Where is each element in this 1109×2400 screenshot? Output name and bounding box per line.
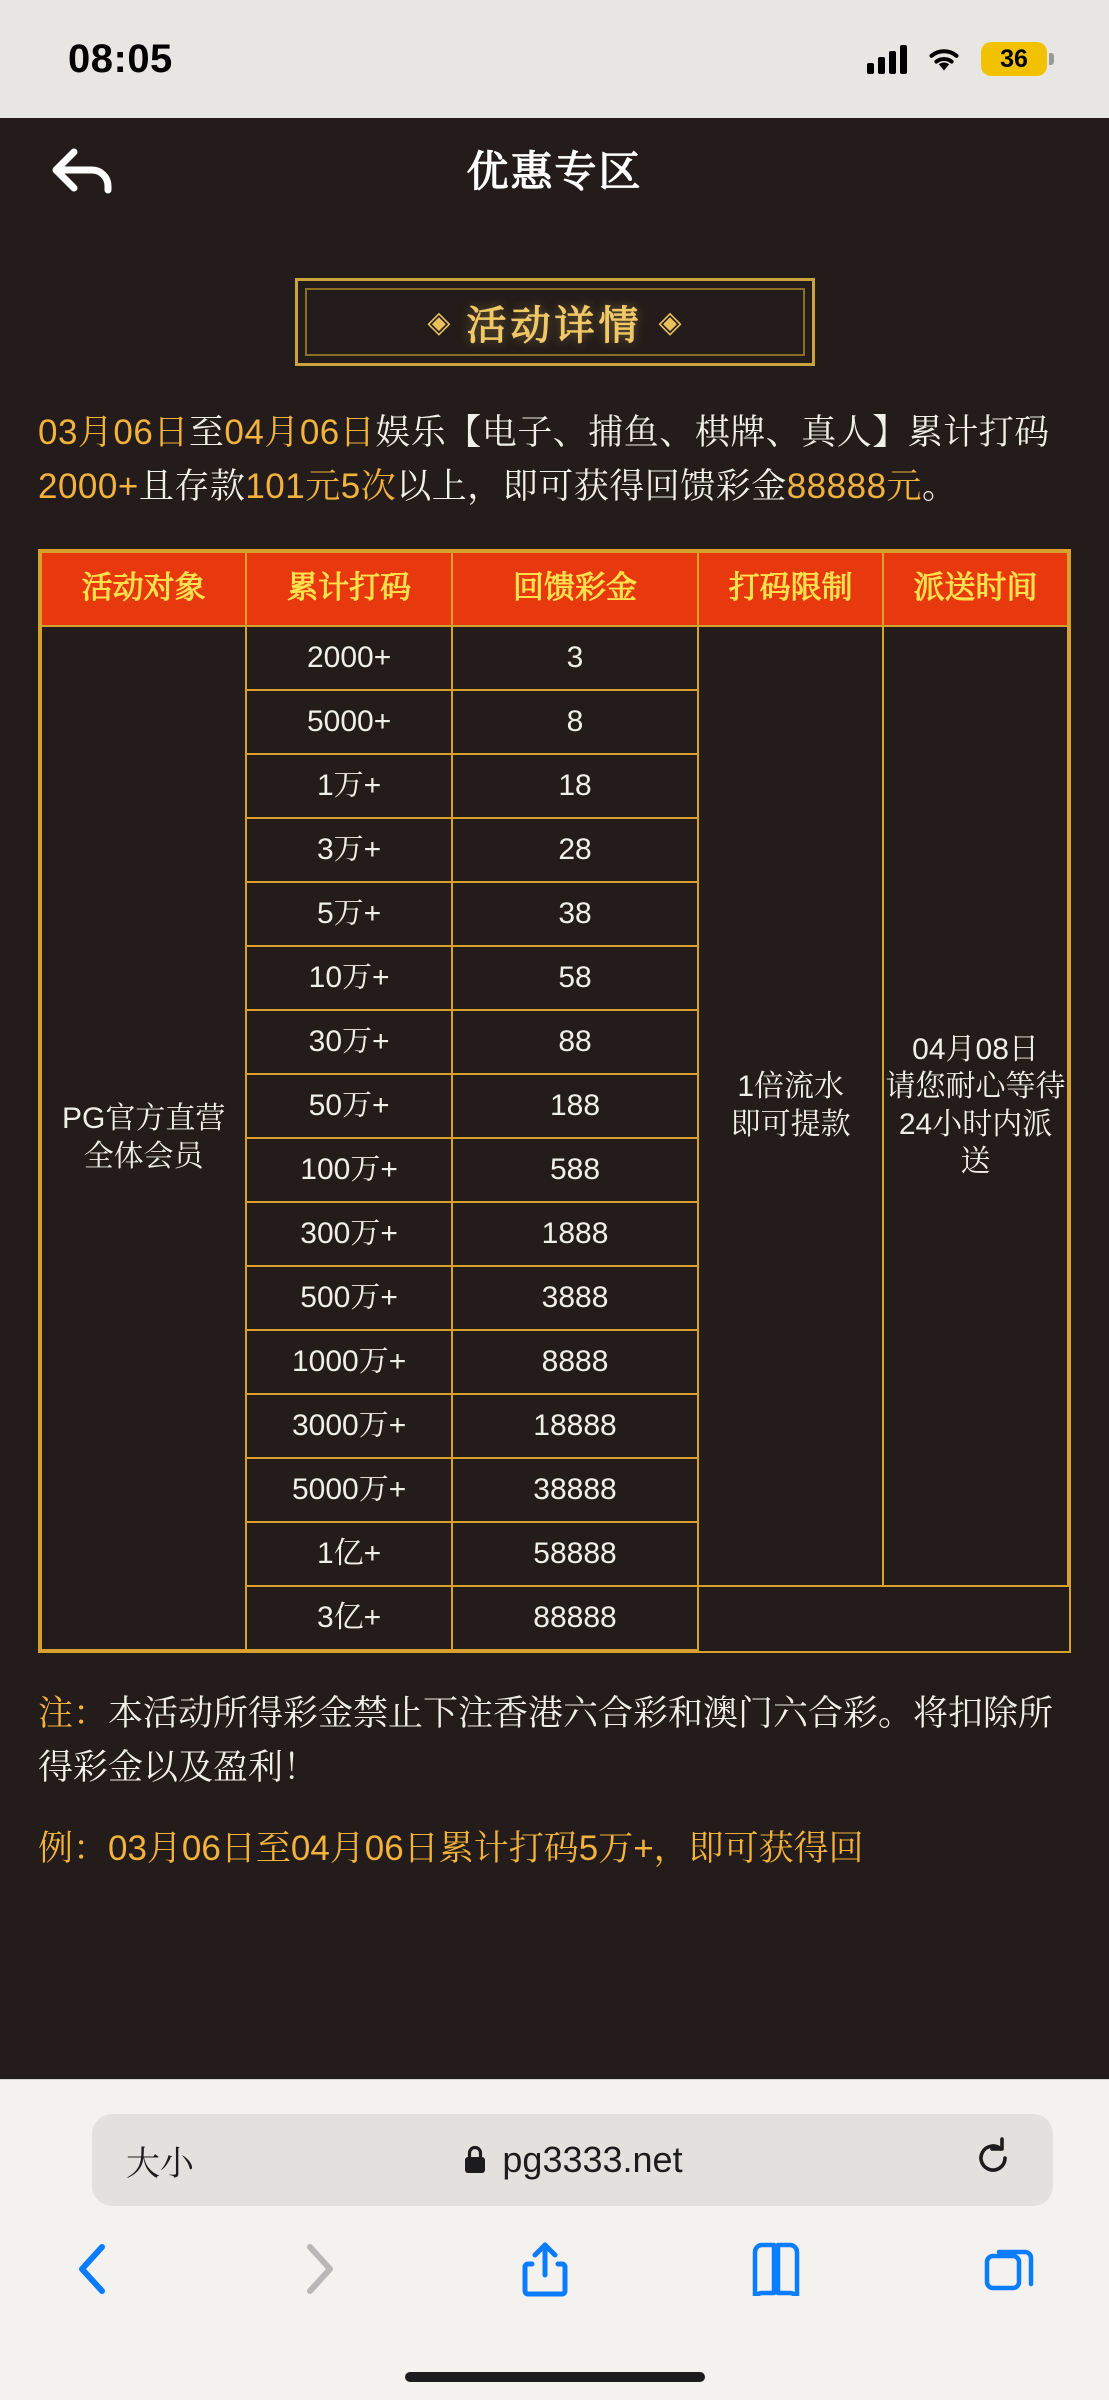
back-arrow-icon[interactable] (48, 140, 118, 202)
table-header-cell: 打码限制 (698, 552, 883, 626)
page-zoom-label[interactable]: 大小 (126, 2144, 194, 2183)
bonus-amount-cell: 8888 (452, 1330, 698, 1394)
bonus-amount-cell: 38888 (452, 1458, 698, 1522)
bonus-amount-cell: 8 (452, 690, 698, 754)
prize-table-wrapper (38, 549, 1071, 1653)
bet-amount-cell: 5万+ (246, 882, 451, 946)
delivery-time-cell: 04月08日 请您耐心等待 24小时内派送 (883, 626, 1068, 1586)
bonus-amount-cell: 18888 (452, 1394, 698, 1458)
reload-icon[interactable] (973, 2136, 1013, 2185)
bet-amount-cell: 3亿+ (246, 1586, 451, 1650)
bonus-amount-cell: 18 (452, 754, 698, 818)
cellular-signal-icon (867, 44, 907, 74)
activity-object-cell: PG官方直营 全体会员 (41, 626, 246, 1650)
bet-amount-cell: 2000+ (246, 626, 451, 690)
table-header-cell: 活动对象 (41, 552, 246, 626)
bonus-amount-cell: 38 (452, 882, 698, 946)
bet-amount-cell: 50万+ (246, 1074, 451, 1138)
promo-plain: 娱乐【电子、捕鱼、棋牌、真人】累计打码 (375, 413, 1050, 452)
status-bar (0, 0, 1109, 118)
note-label: 注： (38, 1693, 109, 1733)
status-time: 08:05 (68, 36, 173, 81)
table-header-cell: 累计打码 (246, 552, 451, 626)
browser-forward-icon (296, 2241, 340, 2302)
bonus-amount-cell: 58 (452, 946, 698, 1010)
wager-limit-cell: 1倍流水 即可提款 (698, 626, 883, 1586)
bet-amount-cell: 3万+ (246, 818, 451, 882)
bet-amount-cell: 500万+ (246, 1266, 451, 1330)
bonus-amount-cell: 588 (452, 1138, 698, 1202)
promo-plain: 。 (922, 467, 958, 507)
promo-highlight: 2000+ (38, 467, 139, 507)
bet-amount-cell: 30万+ (246, 1010, 451, 1074)
promo-highlight: 03月06日 (38, 413, 189, 452)
web-content (0, 118, 1109, 2080)
bookmarks-icon[interactable] (749, 2242, 803, 2301)
promo-plain: 至 (188, 413, 225, 452)
bet-amount-cell: 1万+ (246, 754, 451, 818)
activity-banner (0, 278, 1109, 366)
browser-toolbar (0, 2240, 1109, 2303)
promo-paragraph (38, 406, 1071, 515)
page-nav-bar (0, 118, 1109, 220)
note-body: 本活动所得彩金禁止下注香港六合彩和澳门六合彩。将扣除所得彩金以及盈利！ (38, 1693, 1054, 1787)
table-row (41, 626, 1068, 690)
diamond-left-icon: ◈ (427, 305, 451, 339)
bonus-amount-cell: 88 (452, 1010, 698, 1074)
url-text[interactable]: pg3333.net (502, 2139, 683, 2180)
table-header-row (41, 552, 1068, 626)
lock-icon (462, 2144, 488, 2176)
bet-amount-cell: 3000万+ (246, 1394, 451, 1458)
promo-plain: 以上，即可获得回馈彩金 (396, 467, 787, 507)
promo-highlight: 88888元 (786, 467, 923, 507)
promo-plain: 且存款 (138, 467, 246, 507)
bonus-amount-cell: 88888 (452, 1586, 698, 1650)
wifi-icon (925, 44, 963, 74)
diamond-right-icon: ◈ (658, 305, 682, 339)
battery-indicator: 36 (981, 42, 1047, 76)
bonus-amount-cell: 3 (452, 626, 698, 690)
browser-bottom-bar (0, 2079, 1109, 2400)
tabs-icon[interactable] (983, 2242, 1037, 2301)
note-text (38, 1687, 1071, 1796)
table-header-cell: 派送时间 (883, 552, 1068, 626)
bet-amount-cell: 5000+ (246, 690, 451, 754)
bet-amount-cell: 10万+ (246, 946, 451, 1010)
promo-highlight: 101元5次 (245, 467, 397, 507)
prize-table (40, 551, 1069, 1651)
table-header-cell: 回馈彩金 (452, 552, 698, 626)
bonus-amount-cell: 1888 (452, 1202, 698, 1266)
promo-highlight: 04月06日 (224, 413, 376, 452)
bet-amount-cell: 300万+ (246, 1202, 451, 1266)
bet-amount-cell: 100万+ (246, 1138, 451, 1202)
address-bar[interactable] (92, 2114, 1053, 2206)
banner-title: 活动详情 (466, 303, 643, 348)
example-text: 例：03月06日至04月06日累计打码5万+，即可获得回 (38, 1829, 864, 1868)
bonus-amount-cell: 188 (452, 1074, 698, 1138)
bonus-amount-cell: 58888 (452, 1522, 698, 1586)
bonus-amount-cell: 28 (452, 818, 698, 882)
bet-amount-cell: 5000万+ (246, 1458, 451, 1522)
home-indicator (405, 2372, 705, 2382)
page-title: 优惠专区 (466, 148, 643, 195)
bonus-amount-cell: 3888 (452, 1266, 698, 1330)
status-indicators (867, 42, 1047, 76)
bet-amount-cell: 1000万+ (246, 1330, 451, 1394)
browser-back-icon[interactable] (72, 2241, 116, 2302)
share-icon[interactable] (520, 2240, 570, 2303)
bet-amount-cell: 1亿+ (246, 1522, 451, 1586)
